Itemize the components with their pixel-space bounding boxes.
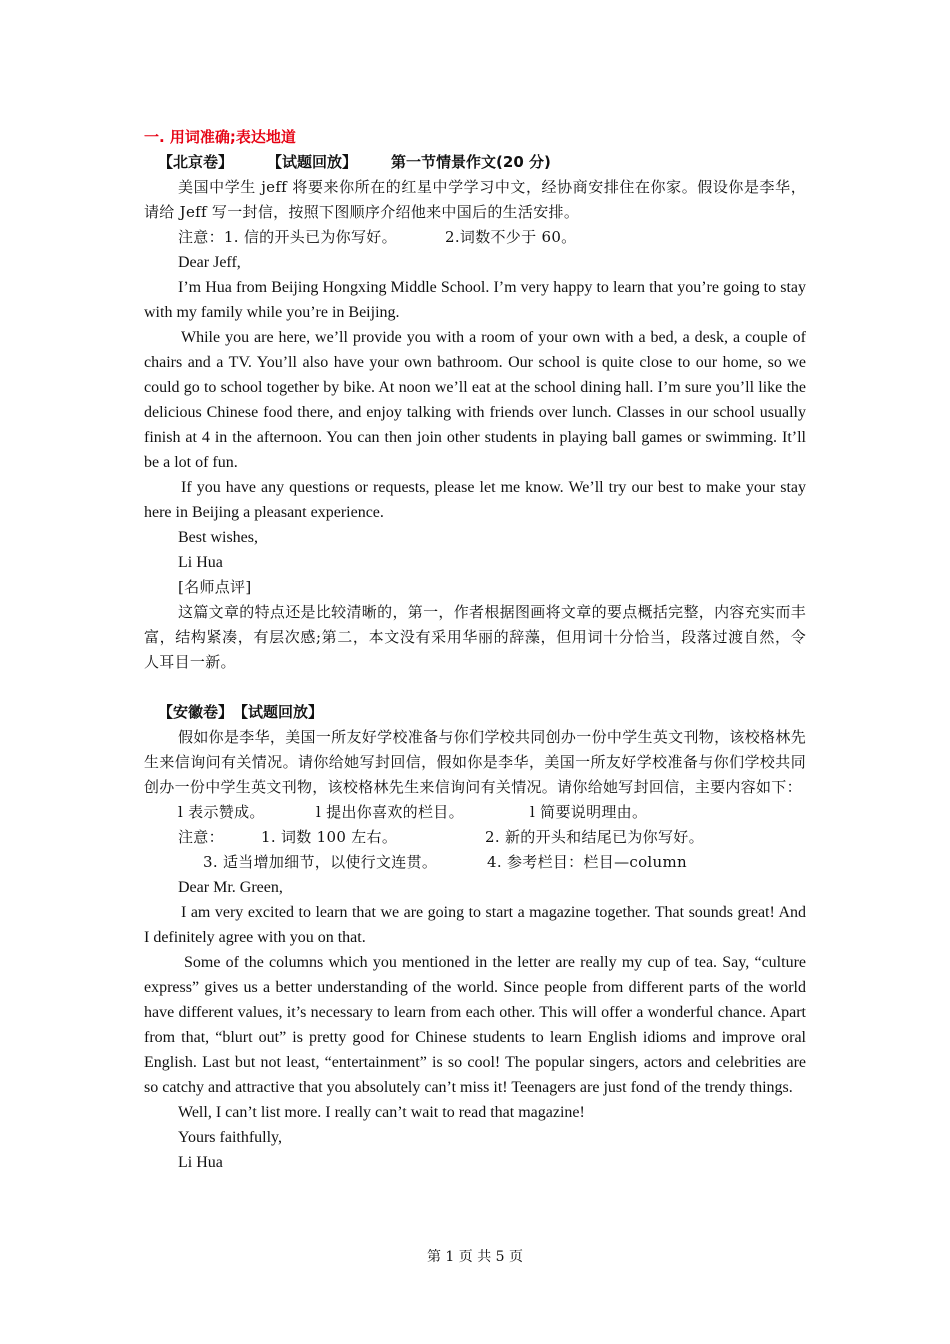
review-label: [名师点评]: [178, 578, 252, 596]
review-tag: 【试题回放】: [233, 703, 324, 721]
letter-paragraph: Some of the columns which you mentioned in the letter are really my cup of tea. Say, “culture express” gives us a better understanding of the world. Since people from different parts of the world have different values, it’s necessary to learn from each other. This will offer a wonderful chance. Apart from that, “blurt out” is pretty good for Chinese students to learn English idioms and improve oral English. Last but not least, “entertainment” is so cool! The popular singers, actors and celebrities are so catchy and attractive that you absolutely can’t miss it! Teenagers are just fond of the trendy things.: [144, 954, 806, 1096]
note-item: 3. 适当增加细节，以使行文连贯。: [203, 853, 438, 871]
letter-paragraph: While you are here, we’ll provide you with a room of your own with a bed, a desk, a couple of chairs and a TV. You’ll also have your own bathroom. Our school is quite close to our home, so we could go to school together by bike. At noon we’ll eat at the school dining hall. I’m sure you’ll like the delicious Chinese food there, and enjoy talking with friends over lunch. Classes in our school usually finish at 4 in the afternoon. You can then join other students in playing ball games or swimming. It’ll be a lot of fun.: [144, 329, 806, 471]
document-body: [144, 124, 806, 1175]
anhui-header-row: [144, 700, 806, 725]
region-tag: 【北京卷】: [158, 153, 234, 171]
review-text: 这篇文章的特点还是比较清晰的，第一，作者根据图画将文章的要点概括完整，内容充实而丰富，结构紧凑，有层次感;第二，本文没有采用华丽的辞藻，但用词十分恰当，段落过渡自然，令人耳目一新。: [144, 603, 806, 671]
note-row: [144, 825, 806, 850]
review-tag: 【试题回放】: [267, 153, 358, 171]
bullet-item: l 简要说明理由。: [530, 803, 648, 821]
section-gap: [144, 675, 806, 700]
letter-paragraph: If you have any questions or requests, please let me know. We’ll try our best to make your stay here in Beijing a pleasant experience.: [144, 479, 806, 521]
letter-paragraph: I am very excited to learn that we are going to start a magazine together. That sounds great! And I definitely agree with you on that.: [144, 904, 806, 946]
note-item: 1. 词数 100 左右。: [261, 828, 398, 846]
bullet-item: l 提出你喜欢的栏目。: [316, 803, 464, 821]
letter-paragraph: Well, I can’t list more. I really can’t wait to read that magazine!: [178, 1104, 585, 1121]
note-row: [144, 225, 806, 250]
task-prompt: 假如你是李华，美国一所友好学校准备与你们学校共同创办一份中学生英文刊物，该校格林先生来信询问有关情况。请你给她写封回信，假如你是李华，美国一所友好学校准备与你们学校共同创办一份中学生英文刊物，该校格林先生来信询问有关情况。请你给她写封回信，主要内容如下：: [144, 728, 806, 796]
letter-signature: Li Hua: [178, 554, 223, 571]
note-row: [144, 850, 806, 875]
region-tag: 【安徽卷】: [158, 703, 234, 721]
letter-paragraph: I’m Hua from Beijing Hongxing Middle School. I’m very happy to learn that you’re going to stay with my family while you’re in Beijing.: [144, 279, 806, 321]
letter-closing: Yours faithfully,: [178, 1129, 283, 1146]
bullet-item: l 表示赞成。: [178, 803, 265, 821]
letter-closing: Best wishes,: [178, 529, 258, 546]
task-title: 第一节情景作文(20 分): [391, 153, 551, 171]
letter-salutation: Dear Mr. Green,: [178, 879, 283, 896]
section-heading: 一. 用词准确;表达地道: [144, 128, 296, 146]
note-label: 注意：: [178, 828, 224, 846]
note-item: 4. 参考栏目：栏目—column: [487, 853, 687, 871]
bullet-row: [144, 800, 806, 825]
note-item: 2.词数不少于 60。: [445, 228, 577, 246]
page-footer: 第 1 页 共 5 页: [426, 1249, 524, 1265]
task-prompt: 美国中学生 jeff 将要来你所在的红星中学学习中文，经协商安排住在你家。假设你是李华，请给 Jeff 写一封信，按照下图顺序介绍他来中国后的生活安排。: [144, 178, 806, 221]
beijing-header-row: [144, 150, 806, 175]
note-item: 2. 新的开头和结尾已为你写好。: [485, 828, 704, 846]
letter-signature: Li Hua: [178, 1154, 223, 1171]
note-item: 注意：1. 信的开头已为你写好。: [178, 228, 397, 246]
letter-salutation: Dear Jeff,: [178, 254, 241, 271]
